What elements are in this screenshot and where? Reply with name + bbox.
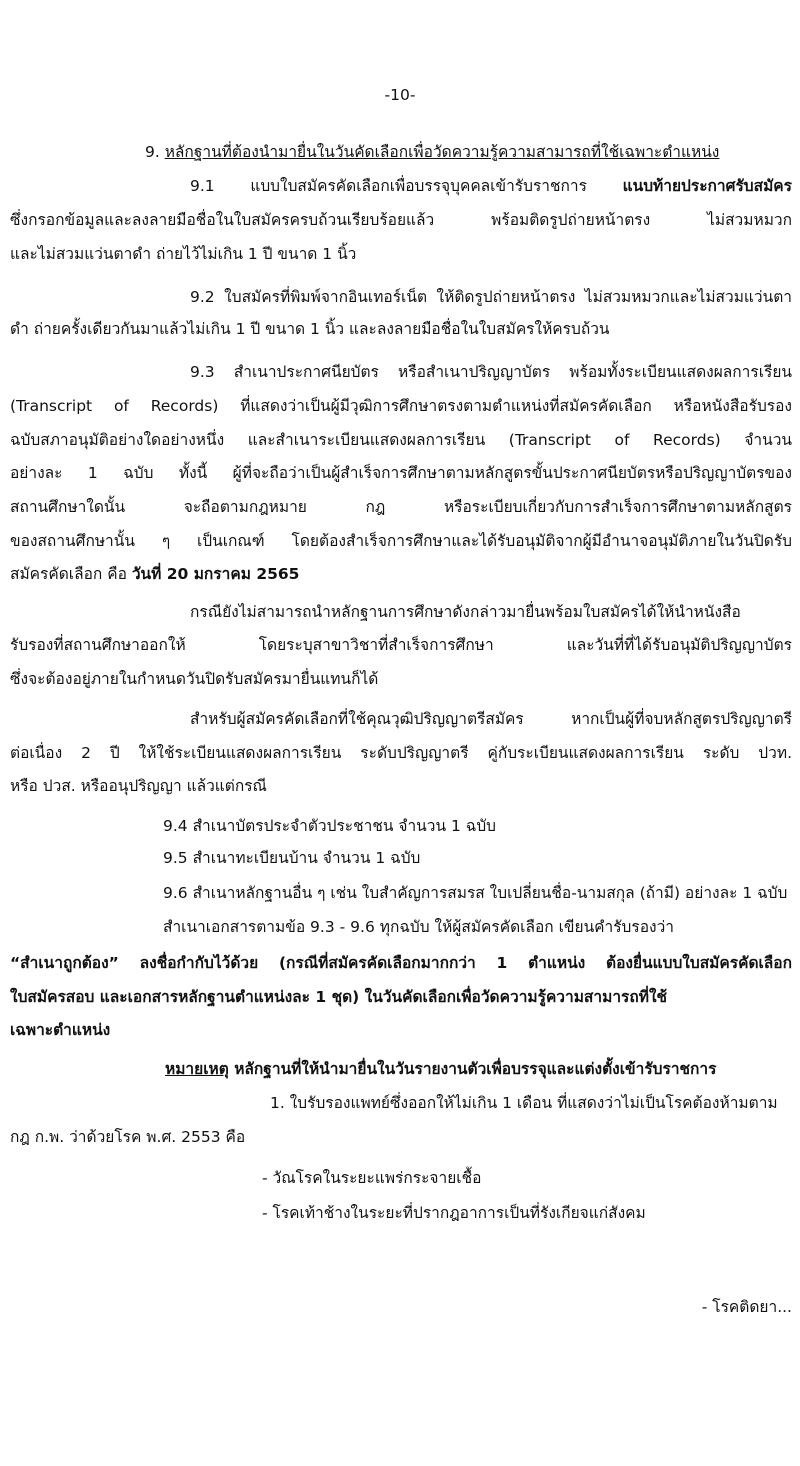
page-number: -10- [384, 86, 416, 104]
text-line [163, 815, 496, 837]
text-line [190, 601, 792, 623]
text-segment: 1. ใบรับรองแพทย์ซึ่งออกให้ไม่เกิน 1 เดือน ที่แสดงว่าไม่เป็นโรคต้องห้ามตาม [270, 1094, 778, 1112]
text-line [10, 496, 792, 518]
text-line [190, 361, 792, 383]
text-segment: ต่อเนื่อง 2 ปี ให้ใช้ระเบียนแสดงผลการเรียน ระดับปริญญาตรี คู่กับระเบียนแสดงผลการเรียน ระดับ ปวท. [10, 744, 792, 762]
text-segment: สมัครคัดเลือก คือ [10, 565, 132, 583]
text-segment: - โรคติดยา... [701, 1298, 792, 1316]
text-segment: 9.1 แบบใบสมัครคัดเลือกเพื่อบรรจุบุคคลเข้ารับราชการ [190, 177, 623, 195]
text-segment: สำหรับผู้สมัครคัดเลือกที่ใช้คุณวุฒิปริญญาตรีสมัคร หากเป็นผู้ที่จบหลักสูตรปริญญาตรี [190, 710, 792, 728]
text-segment: อย่างละ 1 ฉบับ ทั้งนี้ ผู้ที่จะถือว่าเป็นผู้สำเร็จการศึกษาตามหลักสูตรขั้นประกาศนียบัตรหรือปริญญาบัตรของ [10, 464, 792, 482]
text-segment: กฎ ก.พ. ว่าด้วยโรค พ.ศ. 2553 คือ [10, 1128, 246, 1146]
text-segment: เฉพาะตำแหน่ง [10, 1021, 111, 1039]
text-line [270, 1092, 778, 1114]
text-line [262, 1167, 481, 1189]
text-line [10, 775, 267, 797]
text-segment: 9.6 สำเนาหลักฐานอื่น ๆ เช่น ใบสำคัญการสมรส ใบเปลี่ยนชื่อ-นามสกุล (ถ้ามี) อย่างละ 1 ฉบับ [163, 884, 788, 902]
text-line [10, 318, 610, 340]
text-segment: - โรคเท้าช้างในระยะที่ปรากฎอาการเป็นที่รังเกียจแก่สังคม [262, 1204, 646, 1222]
text-line [10, 563, 299, 585]
text-segment: 9.5 สำเนาทะเบียนบ้าน จำนวน 1 ฉบับ [163, 849, 421, 867]
text-segment: ฉบับสภาอนุมัติอย่างใดอย่างหนึ่ง และสำเนาระเบียนแสดงผลการเรียน (Transcript of Records) จำนวน [10, 431, 792, 449]
text-segment: สถานศึกษาใดนั้น จะถือตามกฎหมาย กฎ หรือระเบียบเกี่ยวกับการสำเร็จการศึกษาตามหลักสูตร [10, 498, 792, 516]
text-segment: แนบท้ายประกาศรับสมัคร [622, 177, 792, 195]
text-segment: ดำ ถ่ายครั้งเดียวกันมาแล้วไม่เกิน 1 ปี ขนาด 1 นิ้ว และลงลายมือชื่อในใบสมัครให้ครบถ้วน [10, 320, 610, 338]
text-segment: 9.4 สำเนาบัตรประจำตัวประชาชน จำนวน 1 ฉบับ [163, 817, 497, 835]
text-segment: ใบสมัครสอบ และเอกสารหลักฐานตำแหน่งละ 1 ชุด) ในวันคัดเลือกเพื่อวัดความรู้ความสามารถที่ใช้ [10, 988, 668, 1006]
text-line [10, 1019, 110, 1041]
text-segment: หลักฐานที่ต้องนำมายื่นในวันคัดเลือกเพื่อวัดความรู้ความสามารถที่ใช้เฉพาะตำแหน่ง [164, 143, 720, 161]
text-segment: สำเนาเอกสารตามข้อ 9.3 - 9.6 ทุกฉบับ ให้ผู้สมัครคัดเลือก เขียนคำรับรองว่า [163, 918, 675, 936]
text-line [10, 462, 792, 484]
text-segment: “สำเนาถูกต้อง” ลงชื่อกำกับไว้ด้วย (กรณีที่สมัครคัดเลือกมากกว่า 1 ตำแหน่ง ต้องยื่นแบบใบสมัครคัดเลือก [10, 954, 792, 972]
text-line [190, 708, 792, 730]
text-line [702, 1296, 792, 1318]
text-line [165, 1058, 716, 1080]
text-line [10, 530, 792, 552]
text-line [10, 668, 378, 690]
text-segment: ของสถานศึกษานั้น ๆ เป็นเกณฑ์ โดยต้องสำเร็จการศึกษาและได้รับอนุมัติจากผู้มีอำนาจอนุมัติภายในวันปิดรับ [10, 532, 792, 550]
text-segment: วันที่ 20 มกราคม 2565 [131, 565, 300, 583]
text-segment: - วัณโรคในระยะแพร่กระจายเชื้อ [262, 1169, 482, 1187]
text-segment: รับรองที่สถานศึกษาออกให้ โดยระบุสาขาวิชาที่สำเร็จการศึกษา และวันที่ที่ได้รับอนุมัติปริญญาบัตร [10, 636, 792, 654]
text-segment: (Transcript of Records) ที่แสดงว่าเป็นผู้มีวุฒิการศึกษาตรงตามตำแหน่งที่สมัครคัดเลือก หรือหนังสือรับรอง [10, 397, 792, 415]
text-segment: และไม่สวมแว่นตาดำ ถ่ายไว้ไม่เกิน 1 ปี ขนาด 1 นิ้ว [10, 245, 357, 263]
text-line [10, 243, 356, 265]
text-line [145, 141, 719, 163]
text-line [10, 742, 792, 764]
text-line [262, 1202, 646, 1224]
text-line [10, 429, 792, 451]
text-line [163, 916, 674, 938]
text-line [163, 882, 787, 904]
text-line [10, 395, 792, 417]
text-line [10, 952, 792, 974]
text-segment: ซึ่งจะต้องอยู่ภายในกำหนดวันปิดรับสมัครมายื่นแทนก็ได้ [10, 670, 379, 688]
text-line [10, 209, 792, 231]
text-segment: หมายเหตุ [165, 1060, 229, 1078]
text-segment: หรือ ปวส. หรืออนุปริญญา แล้วแต่กรณี [10, 777, 267, 795]
text-segment: 9.2 ใบสมัครที่พิมพ์จากอินเทอร์เน็ต ให้ติดรูปถ่ายหน้าตรง ไม่สวมหมวกและไม่สวมแว่นตา [190, 288, 792, 306]
text-segment: หลักฐานที่ให้นำมายื่นในวันรายงานตัวเพื่อบรรจุและแต่งตั้งเข้ารับราชการ [228, 1060, 717, 1078]
text-segment: กรณียังไม่สามารถนำหลักฐานการศึกษาดังกล่าวมายื่นพร้อมใบสมัครได้ให้นำหนังสือ [190, 603, 741, 621]
text-line [190, 286, 792, 308]
text-line [10, 634, 792, 656]
text-segment: 9. [145, 143, 165, 161]
text-line [163, 847, 420, 869]
text-line [10, 986, 667, 1008]
text-segment: ซึ่งกรอกข้อมูลและลงลายมือชื่อในใบสมัครครบถ้วนเรียบร้อยแล้ว พร้อมติดรูปถ่ายหน้าตรง ไม่สวมหมวก [10, 211, 792, 229]
text-line [190, 175, 792, 197]
text-line [10, 1126, 245, 1148]
text-segment: 9.3 สำเนาประกาศนียบัตร หรือสำเนาปริญญาบัตร พร้อมทั้งระเบียนแสดงผลการเรียน [190, 363, 792, 381]
